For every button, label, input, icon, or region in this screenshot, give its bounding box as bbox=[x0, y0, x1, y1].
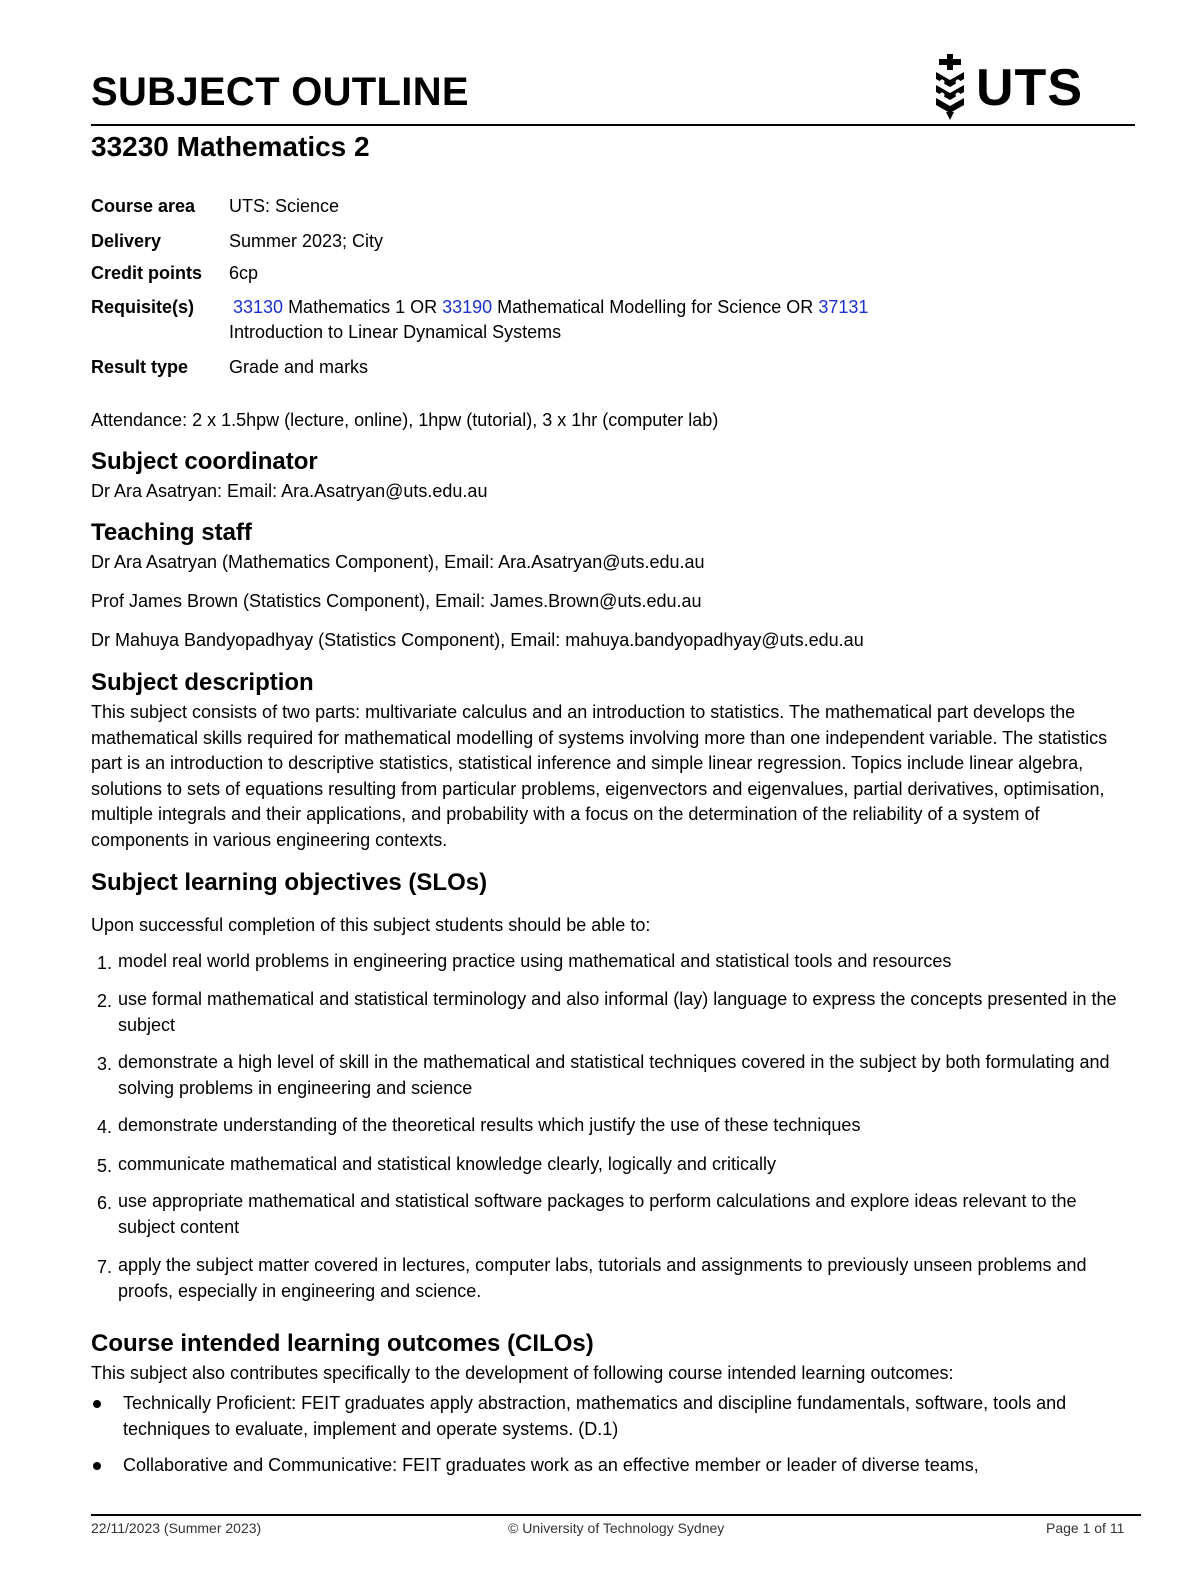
staff-member: Dr Ara Asatryan (Mathematics Component), Email: Ara.Asatryan@uts.edu.au bbox=[91, 552, 705, 572]
requisite-text-1: Mathematics 1 OR bbox=[283, 297, 443, 317]
result-type-label: Result type bbox=[91, 357, 189, 377]
header-divider bbox=[91, 124, 1135, 126]
result-type-value: Grade and marks bbox=[229, 357, 369, 377]
subject-coordinator-heading: Subject coordinator bbox=[91, 448, 318, 475]
document-title: SUBJECT OUTLINE bbox=[91, 70, 469, 114]
course-area-value: UTS: Science bbox=[229, 196, 340, 216]
requisite-link-37131[interactable]: 37131 bbox=[818, 297, 869, 317]
cilo-text: Technically Proficient: FEIT graduates apply abstraction, mathematics and discipline fundamentals, software, tools and techniques to evaluate, implement and operate systems. (D.1) bbox=[123, 1393, 1067, 1439]
bullet-icon bbox=[93, 1462, 101, 1470]
slo-number: 5. bbox=[97, 1156, 113, 1176]
requisite-text-2: Mathematical Modelling for Science OR bbox=[492, 297, 819, 317]
requisites-value bbox=[233, 297, 868, 318]
delivery-label: Delivery bbox=[91, 231, 162, 251]
footer-copyright: © University of Technology Sydney bbox=[508, 1520, 725, 1536]
footer-divider bbox=[91, 1514, 1141, 1516]
coordinator-text: Dr Ara Asatryan: Email: Ara.Asatryan@uts.edu.au bbox=[91, 481, 488, 501]
subject-description-text: This subject consists of two parts: multivariate calculus and an introduction to statistics. The mathematical part develops the mathematical skills required for mathematical modelling of systems involving more than one independent variable. The statistics part is an introduction to descriptive statistics, statistical inference and simple linear regression. Topics include linear algebra, solutions to sets of equations resulting from particular problems, eigenvectors and eigenvalues, partial derivatives, optimisation, multiple integrals and their applications, and probability with a focus on the determination of the reliability of a system of components in various engineering contexts. bbox=[91, 702, 1108, 850]
slo-number: 1. bbox=[97, 953, 113, 973]
slo-text: use appropriate mathematical and statistical software packages to perform calculations and explore ideas relevant to the subject content bbox=[118, 1191, 1077, 1237]
footer-page-number: Page 1 of 11 bbox=[1046, 1520, 1125, 1536]
slo-text: demonstrate understanding of the theoretical results which justify the use of these techniques bbox=[118, 1115, 861, 1135]
requisites-value-line-2: Introduction to Linear Dynamical Systems bbox=[229, 322, 562, 342]
cilos-heading: Course intended learning outcomes (CILOs) bbox=[91, 1330, 594, 1357]
slo-number: 6. bbox=[97, 1193, 113, 1213]
slo-text: demonstrate a high level of skill in the mathematical and statistical techniques covered in the subject by both formulating and solving problems in engineering and science bbox=[118, 1052, 1110, 1098]
requisite-link-33130[interactable]: 33130 bbox=[233, 297, 284, 317]
slo-number: 2. bbox=[97, 991, 113, 1011]
slos-intro: Upon successful completion of this subject students should be able to: bbox=[91, 915, 651, 935]
slo-text: model real world problems in engineering practice using mathematical and statistical tools and resources bbox=[118, 951, 952, 971]
uts-crest-icon bbox=[928, 52, 972, 122]
credit-points-value: 6cp bbox=[229, 263, 259, 283]
cilo-text: Collaborative and Communicative: FEIT graduates work as an effective member or leader of diverse teams, bbox=[123, 1455, 979, 1475]
cilos-intro: This subject also contributes specifically to the development of following course intended learning outcomes: bbox=[91, 1363, 954, 1383]
logo-text: UTS bbox=[976, 59, 1083, 117]
uts-logo bbox=[926, 52, 1096, 122]
slo-number: 4. bbox=[97, 1117, 113, 1137]
requisites-label: Requisite(s) bbox=[91, 297, 195, 317]
subject-title: 33230 Mathematics 2 bbox=[91, 131, 370, 162]
slos-heading: Subject learning objectives (SLOs) bbox=[91, 869, 488, 896]
slo-text: use formal mathematical and statistical terminology and also informal (lay) language to express the concepts presented in the subject bbox=[118, 989, 1117, 1035]
bullet-icon bbox=[93, 1400, 101, 1408]
slo-number: 7. bbox=[97, 1257, 113, 1277]
credit-points-label: Credit points bbox=[91, 263, 202, 283]
slo-text: communicate mathematical and statistical knowledge clearly, logically and critically bbox=[118, 1154, 776, 1174]
slo-number: 3. bbox=[97, 1054, 113, 1074]
subject-description-heading: Subject description bbox=[91, 669, 314, 696]
requisite-link-33190[interactable]: 33190 bbox=[442, 297, 493, 317]
staff-member: Prof James Brown (Statistics Component), Email: James.Brown@uts.edu.au bbox=[91, 591, 702, 611]
footer-date: 22/11/2023 (Summer 2023) bbox=[91, 1520, 262, 1536]
teaching-staff-heading: Teaching staff bbox=[91, 519, 252, 546]
delivery-value: Summer 2023; City bbox=[229, 231, 384, 251]
attendance-text: Attendance: 2 x 1.5hpw (lecture, online), 1hpw (tutorial), 3 x 1hr (computer lab) bbox=[91, 410, 719, 430]
staff-member: Dr Mahuya Bandyopadhyay (Statistics Component), Email: mahuya.bandyopadhyay@uts.edu.au bbox=[91, 630, 864, 650]
course-area-label: Course area bbox=[91, 196, 196, 216]
slo-text: apply the subject matter covered in lectures, computer labs, tutorials and assignments to previously unseen problems and proofs, especially in engineering and science. bbox=[118, 1255, 1087, 1301]
